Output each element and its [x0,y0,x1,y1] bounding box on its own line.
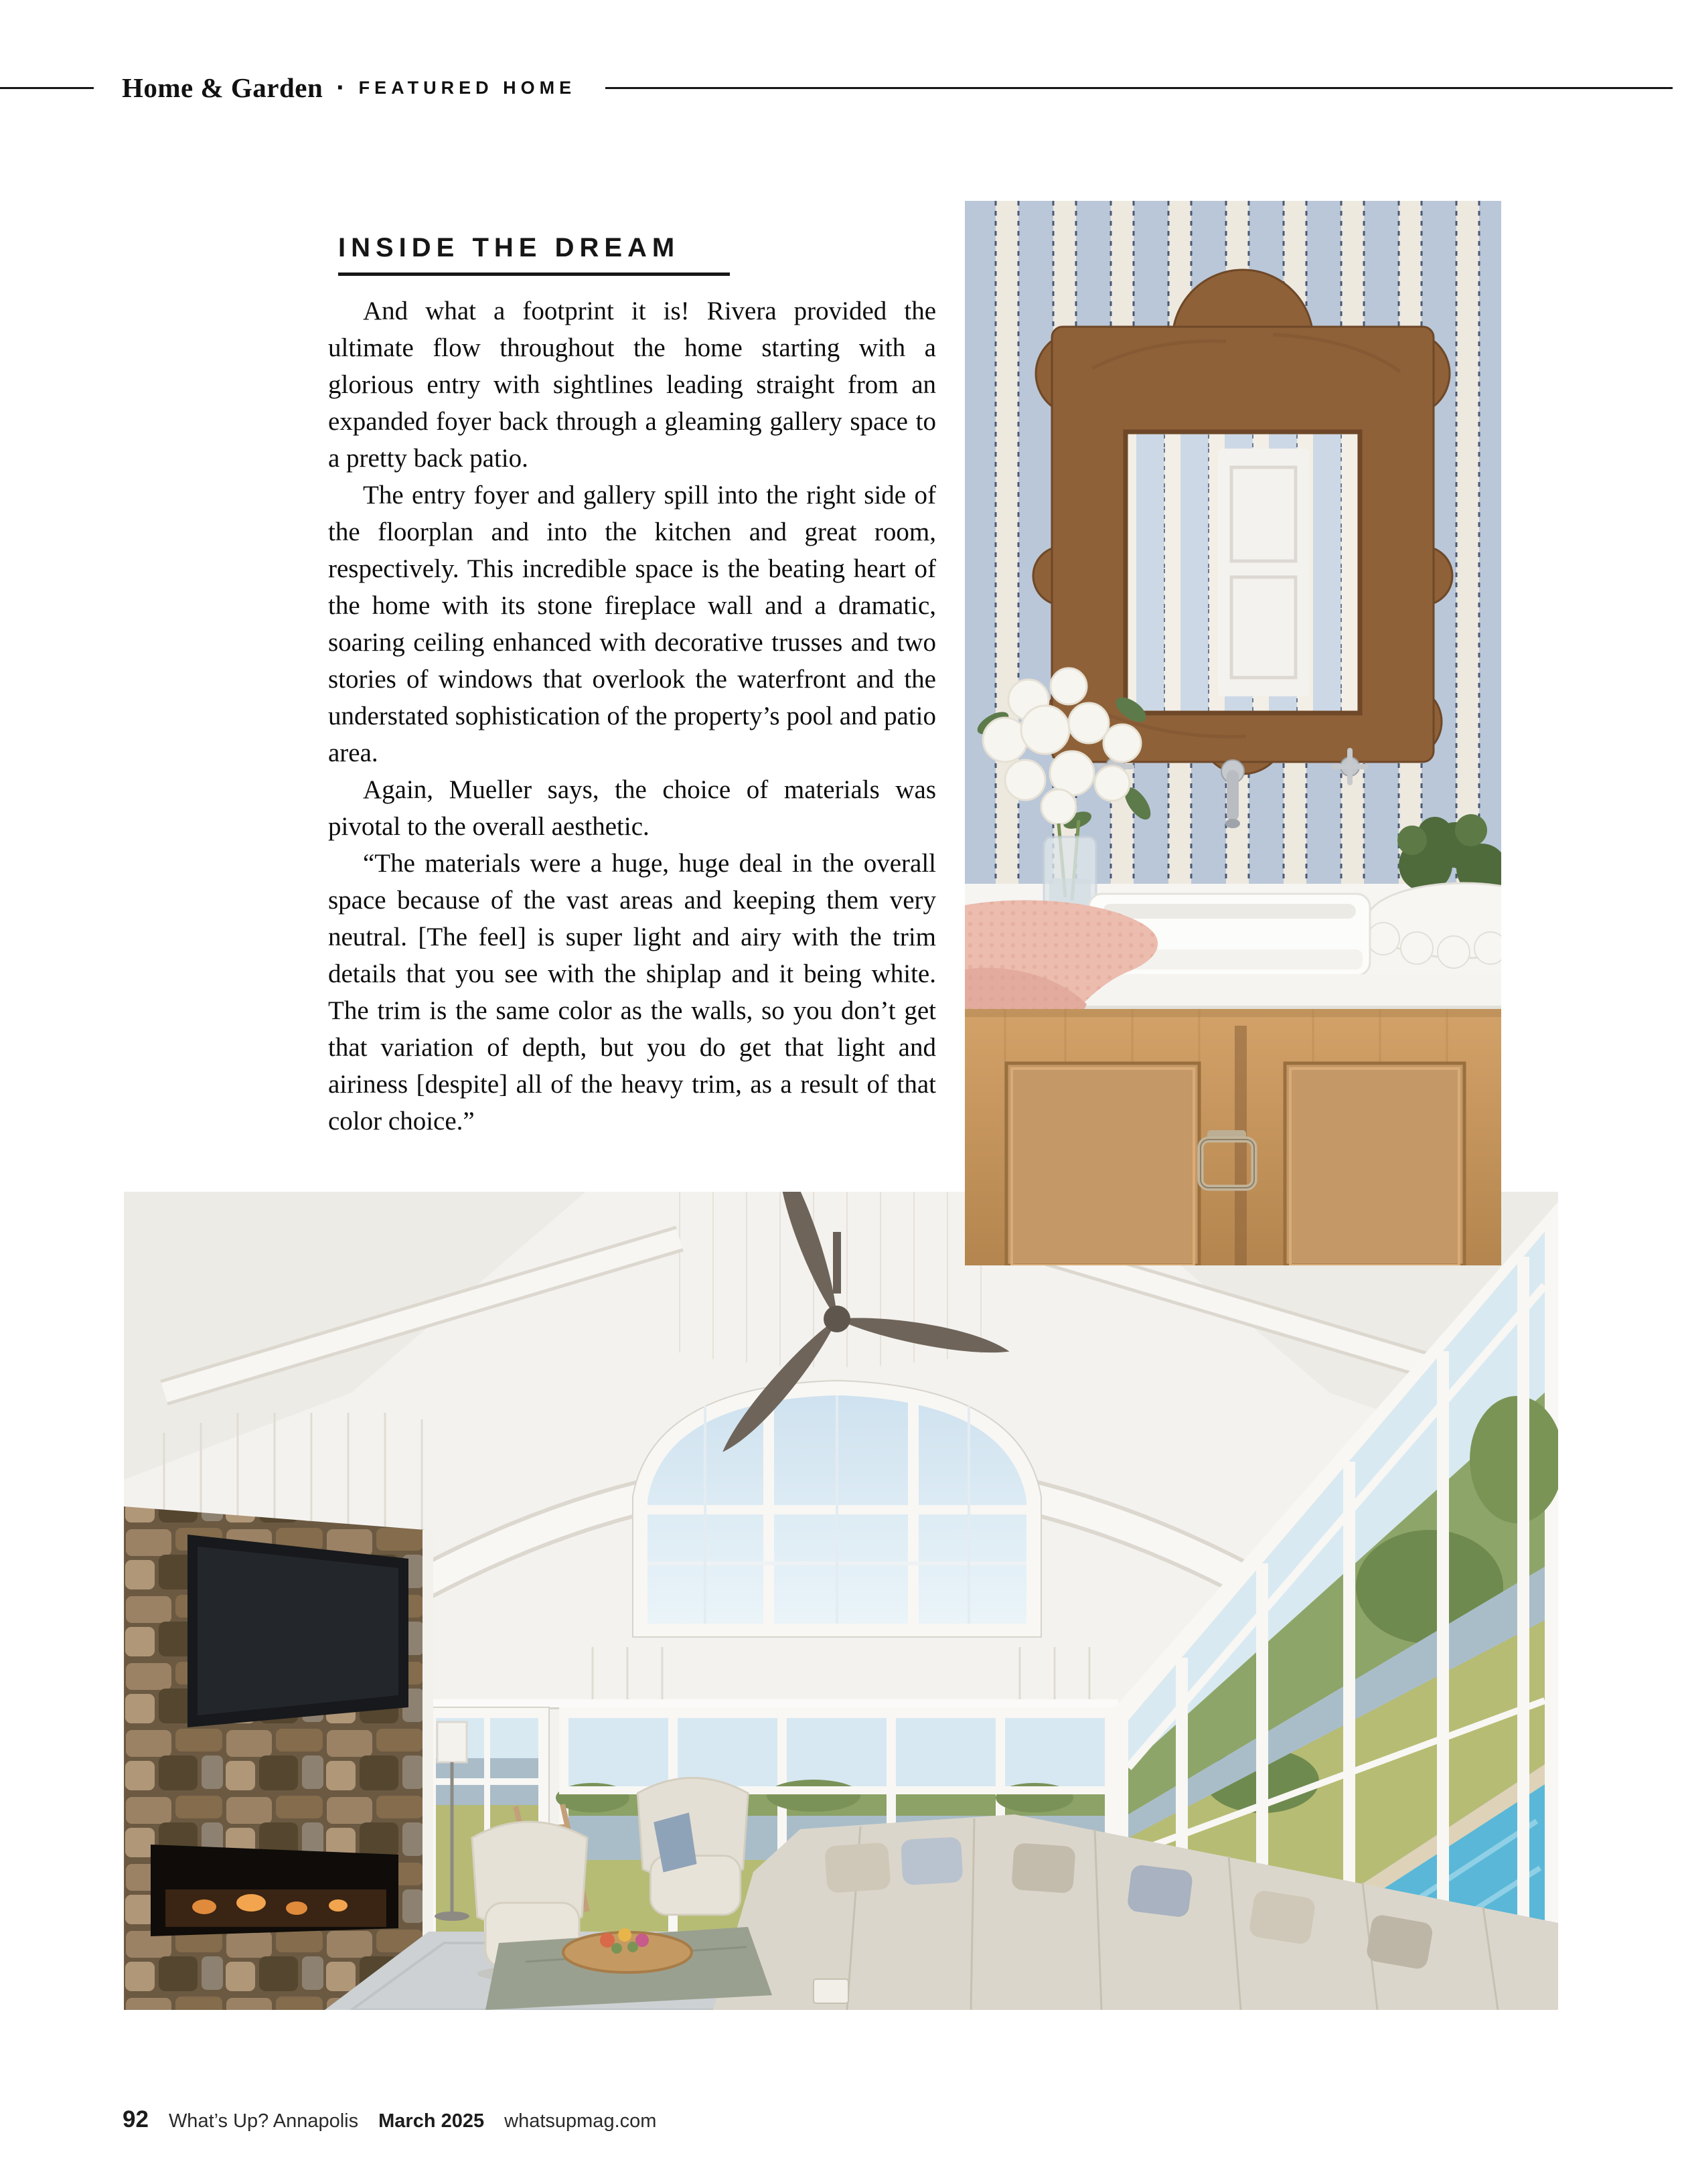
paragraph: And what a footprint it is! Rivera provided the ultimate flow throughout the home starting with a glorious entry with sightlines leading straight from an expanded foyer back through a gleaming gallery space to a pretty back patio. [328,297,936,473]
swivel-armchair [637,1778,748,1914]
oak-vanity [965,1009,1501,1265]
vanity-door [1285,1063,1464,1265]
feature-label: FEATURED HOME [358,77,577,98]
arched-transom-window [633,1381,1041,1637]
stone-fireplace-wall [124,1506,433,2010]
page-footer [123,2106,656,2133]
issue-date: March 2025 [378,2110,485,2132]
greatroom-photo [124,1192,1558,2010]
section-title: Home & Garden [122,72,323,103]
headline-underline [338,272,730,276]
website: whatsupmag.com [504,2110,657,2132]
bathroom-photo [965,201,1501,1265]
reflected-door [1218,449,1309,696]
article-headline [338,233,730,276]
header-rule-left [0,87,94,89]
article-body [328,293,936,1140]
page-number: 92 [123,2106,149,2132]
paragraph: Again, Mueller says, the choice of materials was pivotal to the overall aesthetic. [328,775,936,841]
wall-mounted-tv [187,1535,408,1727]
headline-text: INSIDE THE DREAM [338,233,680,262]
separator-dot: · [336,72,346,102]
paragraph: “The materials were a huge, huge deal in the overall space because of the vast areas and keeping them very neutral. [The feel] is super light and airy with the trim details that you see with the shiplap and it being white. The trim is the same color as the walls, so you don’t get that variation of depth, but you do get that light and airiness [despite] all of the heavy trim, as a result of that color choice.” [328,849,936,1136]
vanity-door [1006,1063,1199,1265]
page-header [0,69,1682,106]
ornate-mirror [1033,270,1452,774]
paragraph: The entry foyer and gallery spill into the right side of the floorplan and into the kitchen and great room, respectively. This incredible space is the beating heart of the home with its stone fireplace wall and a dramatic, soaring ceiling enhanced with decorative trusses and two stories of windows that overlook the waterfront and the understated sophistication of the property’s pool and patio area. [328,481,936,767]
linear-fireplace [151,1845,398,1936]
header-rule-right [605,87,1673,89]
magazine-name: What’s Up? Annapolis [168,2110,359,2132]
